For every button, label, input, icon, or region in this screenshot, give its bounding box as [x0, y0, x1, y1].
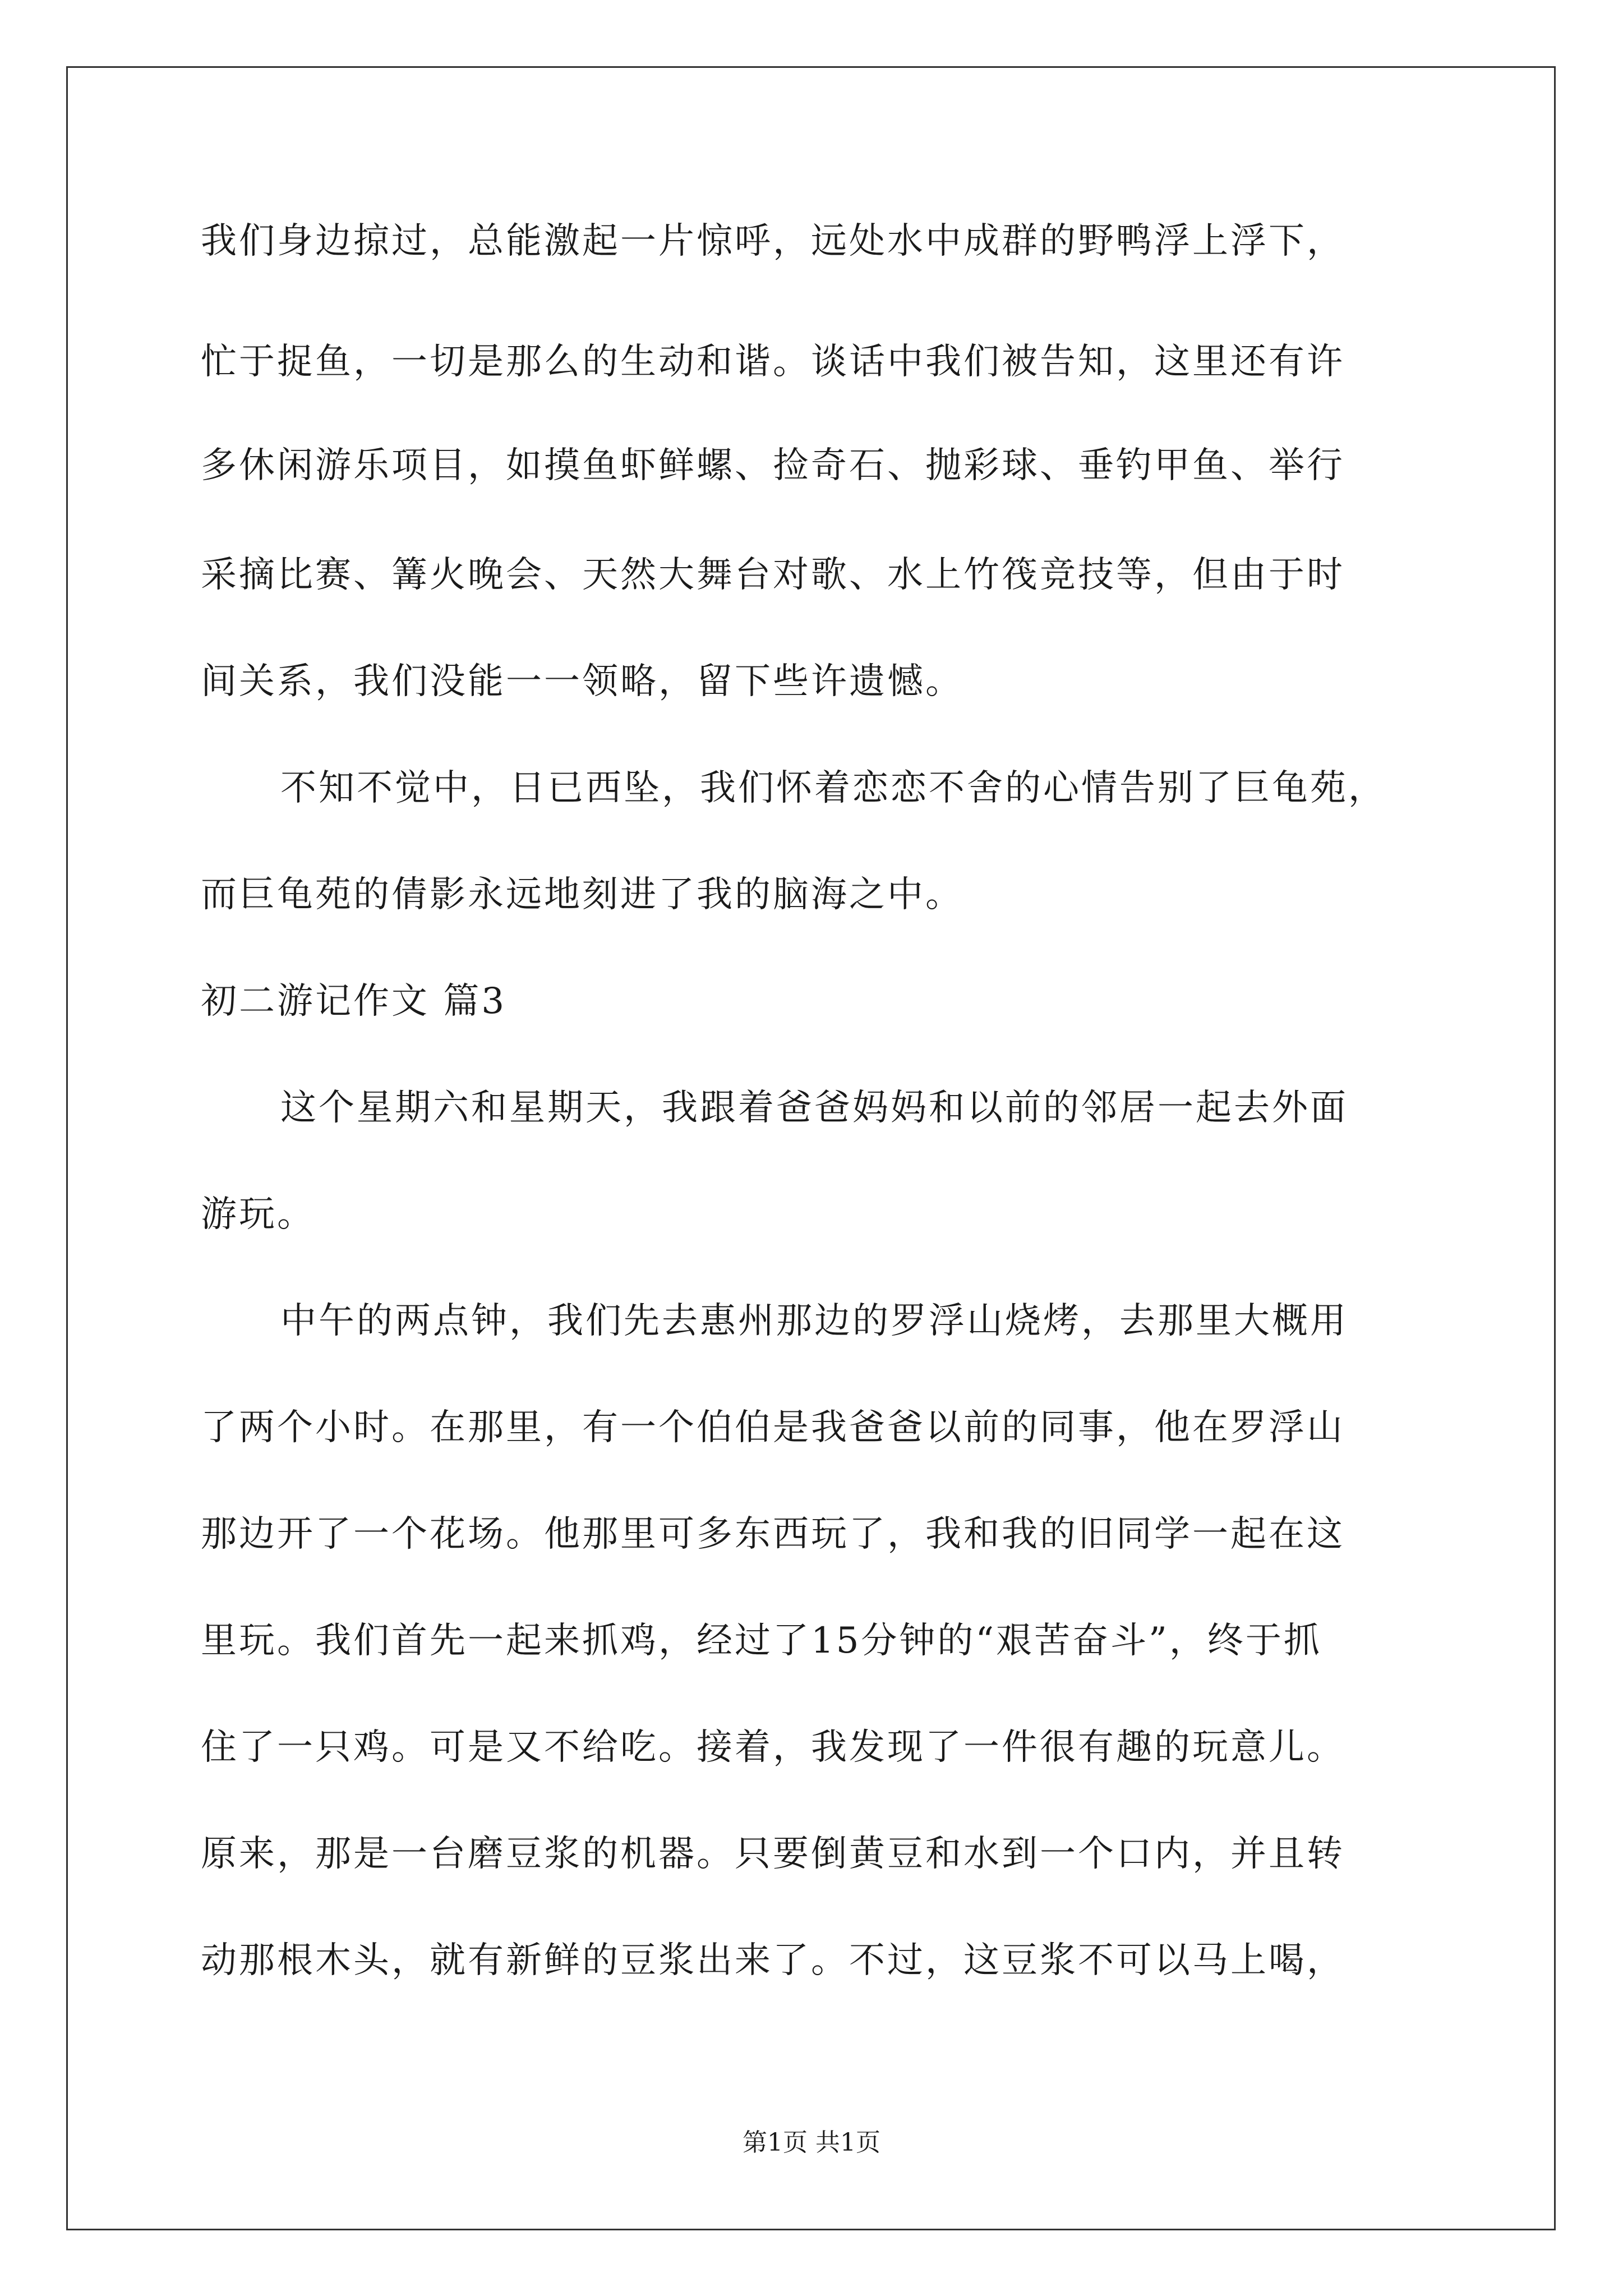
page-border [66, 66, 1556, 2230]
body-text-line: 动那根木头，就有新鲜的豆浆出来了。不过，这豆浆不可以马上喝， [201, 1940, 1345, 1981]
body-text-line: 那边开了一个花场。他那里可多东西玩了，我和我的旧同学一起在这 [201, 1513, 1345, 1555]
body-text-line: 采摘比赛、篝火晚会、天然大舞台对歌、水上竹筏竞技等，但由于时 [201, 554, 1345, 596]
paragraph-first-line: 中午的两点钟，我们先去惠州那边的罗浮山烧烤，去那里大概用 [280, 1300, 1348, 1342]
paragraph-first-line: 这个星期六和星期天，我跟着爸爸妈妈和以前的邻居一起去外面 [280, 1087, 1348, 1129]
body-text-line: 多休闲游乐项目，如摸鱼虾鲜螺、捡奇石、抛彩球、垂钓甲鱼、举行 [201, 445, 1345, 486]
body-text-line: 间关系，我们没能一一领略，留下些许遗憾。 [201, 661, 963, 702]
body-text-line: 忙于捉鱼，一切是那么的生动和谐。谈话中我们被告知，这里还有许 [201, 341, 1345, 383]
body-text-line: 而巨龟苑的倩影永远地刻进了我的脑海之中。 [201, 874, 963, 915]
section-heading: 初二游记作文 篇3 [201, 981, 507, 1022]
body-text-line: 我们身边掠过，总能激起一片惊呼，远处水中成群的野鸭浮上浮下， [201, 220, 1345, 262]
body-text-line: 里玩。我们首先一起来抓鸡，经过了15分钟的“艰苦奋斗”，终于抓 [201, 1620, 1322, 1662]
body-text-line: 住了一只鸡。可是又不给吃。接着，我发现了一件很有趣的玩意儿。 [201, 1727, 1345, 1768]
paragraph-first-line: 不知不觉中，日已西坠，我们怀着恋恋不舍的心情告别了巨龟苑， [280, 767, 1386, 809]
page-footer: 第1页 共1页 [743, 2128, 880, 2157]
body-text-line: 游玩。 [201, 1194, 315, 1235]
body-text-line: 原来，那是一台磨豆浆的机器。只要倒黄豆和水到一个口内，并且转 [201, 1833, 1345, 1875]
body-text-line: 了两个小时。在那里，有一个伯伯是我爸爸以前的同事，他在罗浮山 [201, 1407, 1345, 1448]
